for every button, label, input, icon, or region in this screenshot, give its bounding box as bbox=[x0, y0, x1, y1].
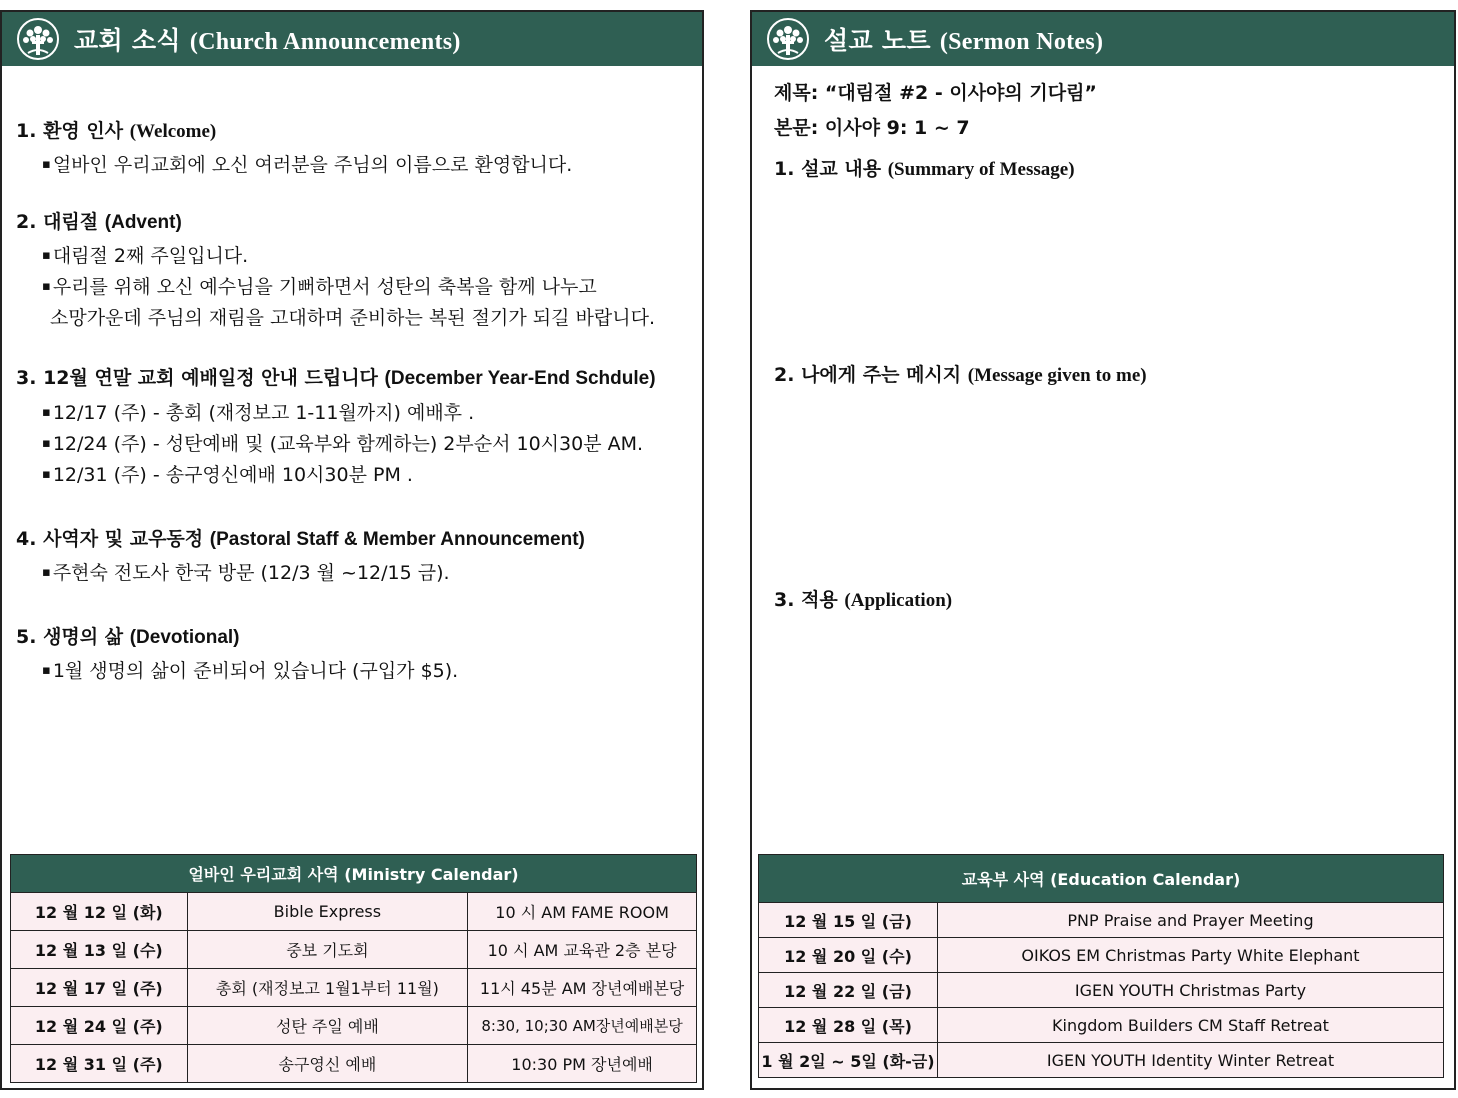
advent-bullet-2: ▪ 우리를 위해 오신 예수님을 기뻐하면서 성탄의 축복을 함께 나누고 bbox=[42, 272, 597, 299]
announcements-title: 교회 소식 (Church Announcements) bbox=[74, 26, 461, 55]
table-row bbox=[759, 903, 1444, 938]
calendar-date: 12 월 13 일 (수) bbox=[11, 931, 188, 969]
section-advent-title: 2. 대림절 (Advent) bbox=[16, 211, 182, 233]
calendar-event: PNP Praise and Prayer Meeting bbox=[937, 903, 1443, 938]
sermon-section-application: 3. 적용 (Application) bbox=[774, 589, 953, 611]
calendar-event: Kingdom Builders CM Staff Retreat bbox=[937, 1008, 1443, 1043]
calendar-event: 중보 기도회 bbox=[187, 931, 468, 969]
announcements-panel bbox=[0, 10, 704, 1090]
table-row bbox=[759, 938, 1444, 973]
table-row bbox=[11, 931, 697, 969]
church-tree-logo-icon bbox=[16, 17, 60, 61]
welcome-bullet: ▪ 얼바인 우리교회에 오신 여러분을 주님의 이름으로 환영합니다. bbox=[42, 150, 572, 177]
sermon-notes-panel bbox=[750, 10, 1456, 1090]
sermon-scripture-line: 본문: 이사야 9: 1 ~ 7 bbox=[774, 117, 970, 139]
education-calendar-table bbox=[758, 854, 1444, 1078]
staff-bullet: ▪ 주현숙 전도사 한국 방문 (12/3 월 ~12/15 금). bbox=[42, 558, 450, 585]
calendar-time: 11시 45분 AM 장년예배본당 bbox=[468, 969, 697, 1007]
table-row bbox=[11, 1045, 697, 1083]
ministry-calendar-title: 얼바인 우리교회 사역 (Ministry Calendar) bbox=[11, 855, 697, 893]
calendar-date: 12 월 24 일 (주) bbox=[11, 1007, 188, 1045]
calendar-event: Bible Express bbox=[187, 893, 468, 931]
sermon-section-message: 2. 나에게 주는 메시지 (Message given to me) bbox=[774, 364, 1147, 386]
table-row bbox=[11, 969, 697, 1007]
calendar-time: 10 시 AM 교육관 2층 본당 bbox=[468, 931, 697, 969]
calendar-date: 12 월 20 일 (수) bbox=[759, 938, 938, 973]
calendar-time: 10 시 AM FAME ROOM bbox=[468, 893, 697, 931]
table-row bbox=[759, 973, 1444, 1008]
advent-bullet-2-continuation: 소망가운데 주님의 재림을 고대하며 준비하는 복된 절기가 되길 바랍니다. bbox=[50, 307, 655, 329]
sermon-header bbox=[752, 12, 1454, 66]
table-row bbox=[759, 1043, 1444, 1078]
section-welcome-title: 1. 환영 인사 (Welcome) bbox=[16, 120, 217, 142]
schedule-bullet-2: ▪ 12/24 (주) - 성탄예배 및 (교육부와 함께하는) 2부순서 10시30분 AM. bbox=[42, 429, 643, 456]
calendar-date: 12 월 12 일 (화) bbox=[11, 893, 188, 931]
calendar-event: OIKOS EM Christmas Party White Elephant bbox=[937, 938, 1443, 973]
calendar-event: IGEN YOUTH Identity Winter Retreat bbox=[937, 1043, 1443, 1078]
ministry-calendar-table bbox=[10, 854, 697, 1083]
section-devotional-title: 5. 생명의 삶 (Devotional) bbox=[16, 626, 240, 648]
table-row bbox=[759, 1008, 1444, 1043]
church-tree-logo-icon bbox=[766, 17, 810, 61]
schedule-bullet-1: ▪ 12/17 (주) - 총회 (재정보고 1-11월까지) 예배후 . bbox=[42, 398, 474, 425]
advent-bullet-1: ▪ 대림절 2째 주일입니다. bbox=[42, 241, 248, 268]
calendar-date: 12 월 15 일 (금) bbox=[759, 903, 938, 938]
calendar-event: 성탄 주일 예배 bbox=[187, 1007, 468, 1045]
calendar-event: 송구영신 예배 bbox=[187, 1045, 468, 1083]
announcements-header bbox=[2, 12, 702, 66]
schedule-bullet-3: ▪ 12/31 (주) - 송구영신예배 10시30분 PM . bbox=[42, 460, 413, 487]
calendar-event: IGEN YOUTH Christmas Party bbox=[937, 973, 1443, 1008]
table-row bbox=[11, 1007, 697, 1045]
devotional-bullet: ▪ 1월 생명의 삶이 준비되어 있습니다 (구입가 $5). bbox=[42, 656, 458, 683]
sermon-title-line: 제목: “대림절 #2 - 이사야의 기다림” bbox=[774, 82, 1097, 104]
calendar-date: 12 월 17 일 (주) bbox=[11, 969, 188, 1007]
education-calendar-title: 교육부 사역 (Education Calendar) bbox=[759, 855, 1444, 903]
sermon-section-summary: 1. 설교 내용 (Summary of Message) bbox=[774, 158, 1075, 180]
calendar-date: 1 월 2일 ~ 5일 (화-금) bbox=[759, 1043, 938, 1078]
calendar-time: 8:30, 10;30 AM장년예배본당 bbox=[468, 1007, 697, 1045]
calendar-date: 12 월 31 일 (주) bbox=[11, 1045, 188, 1083]
section-schedule-title: 3. 12월 연말 교회 예배일정 안내 드립니다 (December Year-End Schdule) bbox=[16, 367, 656, 389]
calendar-date: 12 월 22 일 (금) bbox=[759, 973, 938, 1008]
calendar-event: 총회 (재정보고 1월1부터 11월) bbox=[187, 969, 468, 1007]
calendar-time: 10:30 PM 장년예배 bbox=[468, 1045, 697, 1083]
calendar-date: 12 월 28 일 (목) bbox=[759, 1008, 938, 1043]
sermon-title: 설교 노트 (Sermon Notes) bbox=[824, 26, 1104, 55]
section-staff-title: 4. 사역자 및 교우동정 (Pastoral Staff & Member Announcement) bbox=[16, 528, 585, 550]
table-row bbox=[11, 893, 697, 931]
